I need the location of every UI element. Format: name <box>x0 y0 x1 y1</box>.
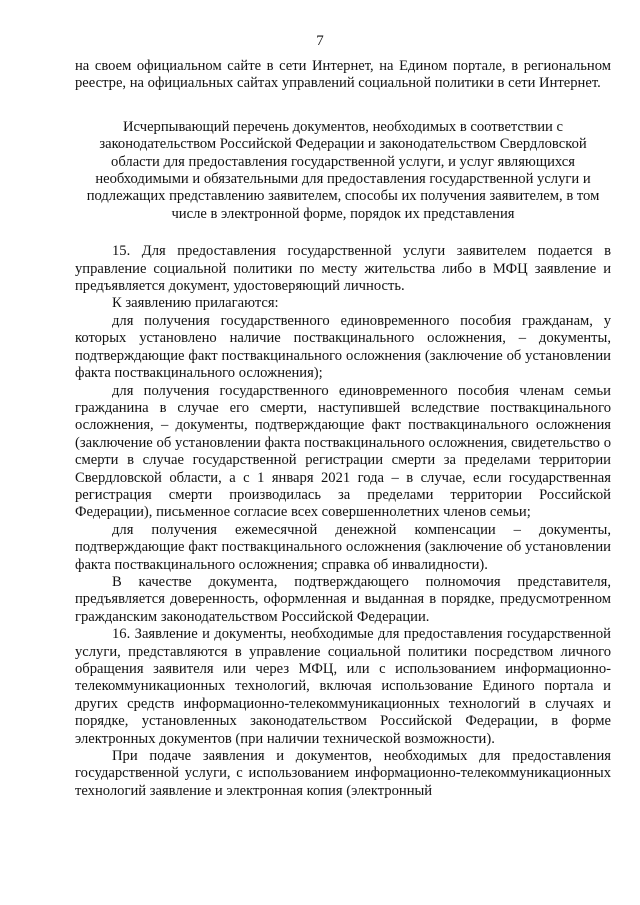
section-heading: Исчерпывающий перечень документов, необходимых в соответствии с законодательством Российской Федерации и законодательством Свердловской области для предоставления государственной услуги, и услуг являющихся необходимыми и обязательными для предоставления государственной услуги и подлежащих представлению заявителем, способы их получения заявителем, в том числе в электронной форме, порядок их представления <box>86 118 600 222</box>
paragraph-family-allowance: для получения государственного единовременного пособия членам семьи гражданина в случае его смерти, наступившей вследствие поствакцинального осложнения, – документы, подтверждающие факт поствакцинального осложнения (заключение об установлении факта поствакцинального осложнения, свидетельство о смерти в случае государственной регистрации смерти за пределами территории Свердловской области, а с 1 января 2021 года – в случае, если государственная регистрация смерти производилась за пределами территории Российской Федерации), письменное согласие всех совершеннолетних членов семьи; <box>75 382 611 521</box>
paragraph-continued: на своем официальном сайте в сети Интернет, на Едином портале, в региональном реестре, на официальных сайтах управлений социальной политики в сети Интернет. <box>75 58 611 92</box>
paragraph-attachments-intro: К заявлению прилагаются: <box>112 295 279 312</box>
paragraph-electronic-submission: При подаче заявления и документов, необходимых для предоставления государственной услуги, с использованием информационно-телекоммуникационных технологий заявление и электронная копия (электронный <box>75 748 611 799</box>
paragraph-item-16: 16. Заявление и документы, необходимые для предоставления государственной услуги, представляются в управление социальной политики посредством личного обращения заявителя или через МФЦ, или с использованием информационно-телекоммуникационных технологий, включая использование Единого портала и других средств информационно-телекоммуникационных технологий в случаях и порядке, установленных законодательством Российской Федерации, в форме электронных документов (при наличии технической возможности). <box>75 626 611 747</box>
paragraph-item-15: 15. Для предоставления государственной услуги заявителем подается в управление социальной политики по месту жительства либо в МФЦ заявление и предъявляется документ, удостоверяющий личность. <box>75 243 611 295</box>
page-number: 7 <box>316 33 324 49</box>
paragraph-one-time-allowance: для получения государственного единовременного пособия гражданам, у которых установлено наличие поствакцинального осложнения, – документы, подтверждающие факт поствакцинального осложнения (заключение об установлении факта поствакцинального осложнения); <box>75 312 611 382</box>
paragraph-representative: В качестве документа, подтверждающего полномочия представителя, предъявляется доверенность, оформленная и выданная в порядке, предусмотренном гражданским законодательством Российской Федерации. <box>75 573 611 625</box>
paragraph-monthly-compensation: для получения ежемесячной денежной компенсации – документы, подтверждающие факт поствакцинального осложнения (заключение об установлении факта поствакцинального осложнения; справка об инвалидности). <box>75 521 611 573</box>
document-body <box>75 58 611 800</box>
